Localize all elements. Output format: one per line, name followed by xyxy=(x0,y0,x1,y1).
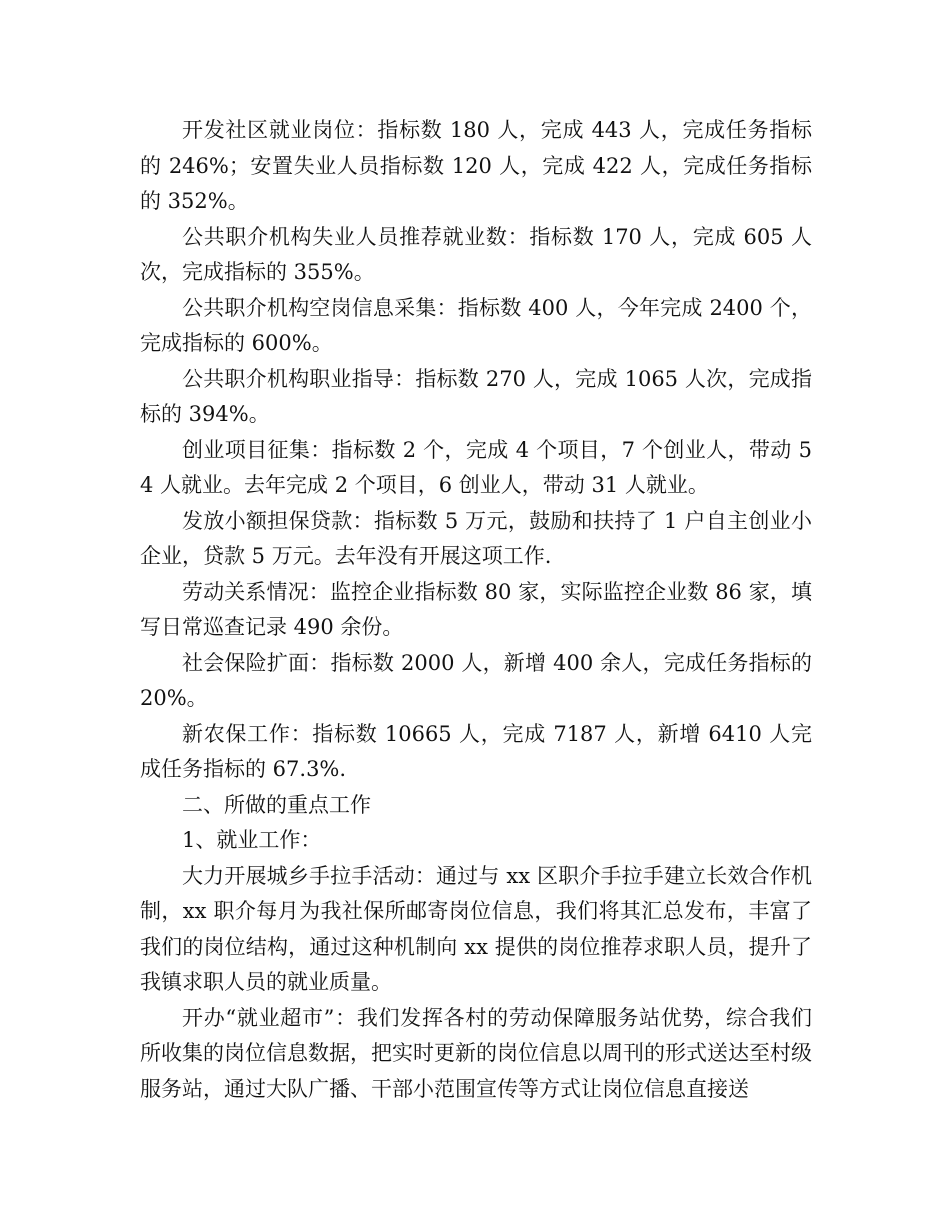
subsection-heading-employment: 1、就业工作： xyxy=(182,828,322,852)
paragraph-career-guidance: 公共职介机构职业指导：指标数 270 人，完成 1065 人次，完成指标的 394%。 xyxy=(140,366,812,426)
paragraph-microloans: 发放小额担保贷款：指标数 5 万元，鼓励和扶持了 1 户自主创业小企业，贷款 5 万元。去年没有开展这项工作. xyxy=(140,508,812,568)
paragraph-social-insurance: 社会保险扩面：指标数 2000 人，新增 400 余人，完成任务指标的 20%。 xyxy=(140,650,812,710)
document-body xyxy=(140,113,812,1107)
paragraph-referral-employment: 公共职介机构失业人员推荐就业数：指标数 170 人，完成 605 人次，完成指标的 355%。 xyxy=(140,224,812,284)
paragraph-rural-pension: 新农保工作：指标数 10665 人，完成 7187 人，新增 6410 人完成任务指标的 67.3%. xyxy=(140,721,812,781)
paragraph-labor-relations: 劳动关系情况：监控企业指标数 80 家，实际监控企业数 86 家，填写日常巡查记录 490 余份。 xyxy=(140,579,812,639)
section-heading-key-work: 二、所做的重点工作 xyxy=(182,792,371,817)
paragraph-startup-projects: 创业项目征集：指标数 2 个，完成 4 个项目，7 个创业人，带动 54 人就业。去年完成 2 个项目，6 创业人，带动 31 人就业。 xyxy=(140,437,812,497)
paragraph-urban-rural-partnership: 大力开展城乡手拉手活动：通过与 xx 区职介手拉手建立长效合作机制，xx 职介每月为我社保所邮寄岗位信息，我们将其汇总发布，丰富了我们的岗位结构，通过这种机制向 xx 提供的岗位推荐求职人员，提升了我镇求职人员的就业质量。 xyxy=(140,863,812,994)
paragraph-community-jobs: 开发社区就业岗位：指标数 180 人，完成 443 人，完成任务指标的 246%；安置失业人员指标数 120 人，完成 422 人，完成任务指标的 352%。 xyxy=(140,118,812,213)
paragraph-vacancy-collection: 公共职介机构空岗信息采集：指标数 400 人，今年完成 2400 个，完成指标的 600%。 xyxy=(140,295,812,355)
paragraph-job-supermarket: 开办“就业超市”：我们发挥各村的劳动保障服务站优势，综合我们所收集的岗位信息数据，把实时更新的岗位信息以周刊的形式送达至村级服务站，通过大队广播、干部小范围宣传等方式让岗位信息直接送 xyxy=(140,1005,812,1101)
